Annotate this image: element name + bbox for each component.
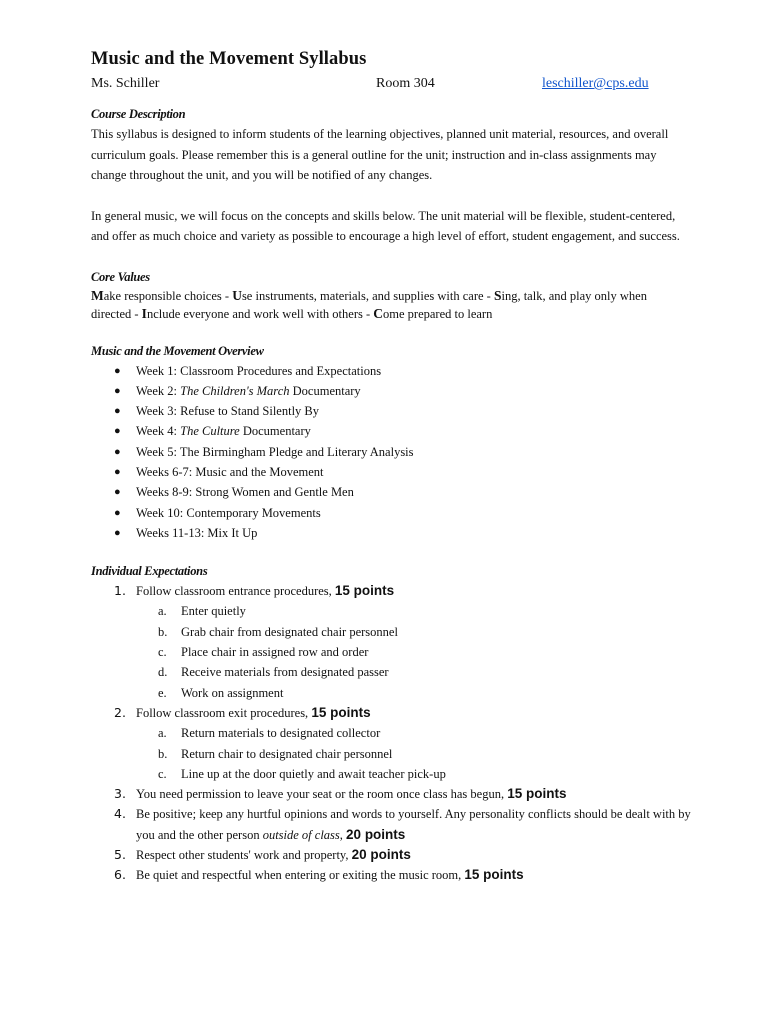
sub-item-text: Place chair in assigned row and order [181, 645, 369, 660]
expectation-text: Be positive; keep any hurtful opinions and words to yourself. Any personality conflicts should be dealt with by you and the other person [136, 807, 691, 842]
bullet-icon: ● [114, 405, 121, 418]
expectation-text: You need permission to leave your seat or the room once class has begun, [136, 787, 508, 802]
sub-item [136, 683, 696, 703]
expectation-item [91, 804, 696, 845]
bullet-icon: ● [114, 526, 121, 539]
sub-item [136, 622, 696, 642]
room-number: Room 304 [376, 76, 435, 91]
teacher-name: Ms. Schiller [91, 76, 160, 91]
sub-item-text: Work on assignment [181, 685, 284, 700]
sub-item [136, 744, 696, 764]
points-value: 20 points [351, 847, 411, 863]
expectation-text: Follow classroom exit procedures, [136, 705, 312, 720]
expectation-item [91, 581, 696, 601]
expectation-suffix: , [339, 827, 347, 842]
core-value-text: nclude everyone and work well with others - [146, 306, 374, 321]
bullet-icon: ● [114, 465, 121, 478]
bullet-icon: ● [114, 486, 121, 499]
sub-item-letter: e. [158, 685, 167, 700]
core-value-text: ome prepared to learn [383, 306, 493, 321]
overview-item [114, 503, 768, 523]
expectation-number: 6. [114, 867, 126, 883]
overview-item [114, 401, 768, 421]
points-value: 15 points [334, 583, 395, 599]
overview-item [114, 462, 768, 482]
sub-item-letter: a. [158, 726, 167, 741]
expectation-emphasis: outside of class [262, 827, 340, 842]
core-value-initial: I [141, 305, 147, 321]
sub-item-letter: b. [158, 746, 168, 761]
overview-item [114, 421, 768, 441]
overview-item-title: The Children's March [180, 383, 290, 398]
bullet-icon: ● [114, 506, 121, 519]
core-values-text [91, 287, 681, 323]
overview-item [114, 523, 768, 543]
sub-list [136, 601, 696, 702]
overview-item-text: Week 4: [136, 424, 181, 439]
expectations-heading: Individual Expectations [91, 564, 208, 579]
expectations-list [91, 581, 768, 885]
expectation-number: 1. [114, 583, 126, 599]
points-value: 20 points [346, 826, 406, 842]
overview-item-text: Week 3: Refuse to Stand Silently By [136, 404, 320, 419]
overview-item-text: Week 10: Contemporary Movements [136, 505, 321, 520]
sub-item-letter: d. [158, 665, 168, 680]
overview-item [114, 442, 768, 462]
sub-item-text: Return materials to designated collector [181, 726, 381, 741]
expectation-item [91, 703, 696, 723]
sub-item-text: Enter quietly [181, 604, 246, 619]
sub-list-container [91, 601, 696, 702]
sub-item [136, 642, 696, 662]
sub-item-letter: b. [158, 624, 168, 639]
core-values-heading: Core Values [91, 269, 150, 284]
expectation-number: 2. [114, 704, 126, 720]
sub-list [136, 723, 696, 784]
course-description-paragraph-1: This syllabus is designed to inform students of the learning objectives, planned unit material, resources, and overall curriculum goals. Please remember this is a general outline for the unit; instruction and in-class assignments may change throughout the unit, and you will be notified of any changes. [91, 127, 669, 182]
core-value-text: se instruments, materials, and supplies with care - [241, 288, 494, 303]
overview-item-text: Week 5: The Birmingham Pledge and Literary Analysis [136, 444, 414, 459]
sub-item-letter: c. [158, 766, 167, 781]
points-value: 15 points [464, 867, 524, 883]
overview-item-text: Week 2: [136, 383, 181, 398]
sub-item-letter: c. [158, 645, 167, 660]
document-title: Music and the Movement Syllabus [91, 49, 367, 69]
course-description-heading: Course Description [91, 107, 186, 121]
overview-item [114, 381, 768, 401]
sub-item [136, 723, 696, 743]
sub-item-letter: a. [158, 604, 167, 619]
expectation-number: 3. [114, 786, 126, 802]
expectation-number: 5. [114, 847, 126, 863]
overview-item [114, 361, 768, 381]
core-value-initial: U [232, 287, 242, 303]
overview-item-suffix: Documentary [289, 383, 361, 398]
overview-item [114, 482, 768, 502]
expectation-item [91, 784, 696, 804]
bullet-icon: ● [114, 364, 121, 377]
header-info [91, 76, 768, 98]
expectation-text: Follow classroom entrance procedures, [136, 584, 335, 599]
email-link[interactable]: leschiller@cps.edu [542, 76, 649, 91]
core-value-initial: S [493, 287, 502, 303]
overview-item-text: Weeks 6-7: Music and the Movement [136, 464, 324, 479]
sub-item-text: Grab chair from designated chair personnel [181, 624, 398, 639]
expectation-text: Be quiet and respectful when entering or exiting the music room, [136, 868, 465, 883]
overview-item-text: Week 1: Classroom Procedures and Expectations [136, 363, 382, 378]
points-value: 15 points [507, 786, 567, 802]
sub-list-container [91, 723, 696, 784]
overview-item-text: Weeks 8-9: Strong Women and Gentle Men [136, 485, 354, 500]
overview-item-text: Weeks 11-13: Mix It Up [136, 525, 258, 540]
core-value-initial: C [373, 305, 384, 321]
core-value-text: ake responsible choices - [103, 288, 233, 303]
sub-item-text: Receive materials from designated passer [181, 665, 389, 680]
sub-item [136, 662, 696, 682]
expectation-number: 4. [114, 806, 126, 822]
points-value: 15 points [311, 704, 371, 720]
overview-heading: Music and the Movement Overview [91, 343, 264, 358]
sub-item [136, 601, 696, 621]
expectation-text: Respect other students' work and property, [136, 848, 352, 863]
overview-list [91, 361, 768, 544]
sub-item-text: Line up at the door quietly and await teacher pick-up [181, 766, 446, 781]
overview-item-title: The Culture [180, 424, 240, 439]
overview-item-suffix: Documentary [239, 424, 311, 439]
core-value-initial: M [91, 287, 104, 303]
course-description-paragraph-2: In general music, we will focus on the concepts and skills below. The unit material will be flexible, student-centered, and offer as much choice and variety as possible to encourage a high level of effort, student engagement, and success. [91, 208, 680, 243]
expectation-item [91, 865, 696, 885]
expectation-item [91, 845, 696, 865]
bullet-icon: ● [114, 384, 121, 397]
bullet-icon: ● [114, 425, 121, 438]
core-value-text: ing, talk, and play only when directed - [91, 288, 647, 321]
sub-item-text: Return chair to designated chair personnel [181, 746, 393, 761]
bullet-icon: ● [114, 445, 121, 458]
sub-item [136, 764, 696, 784]
